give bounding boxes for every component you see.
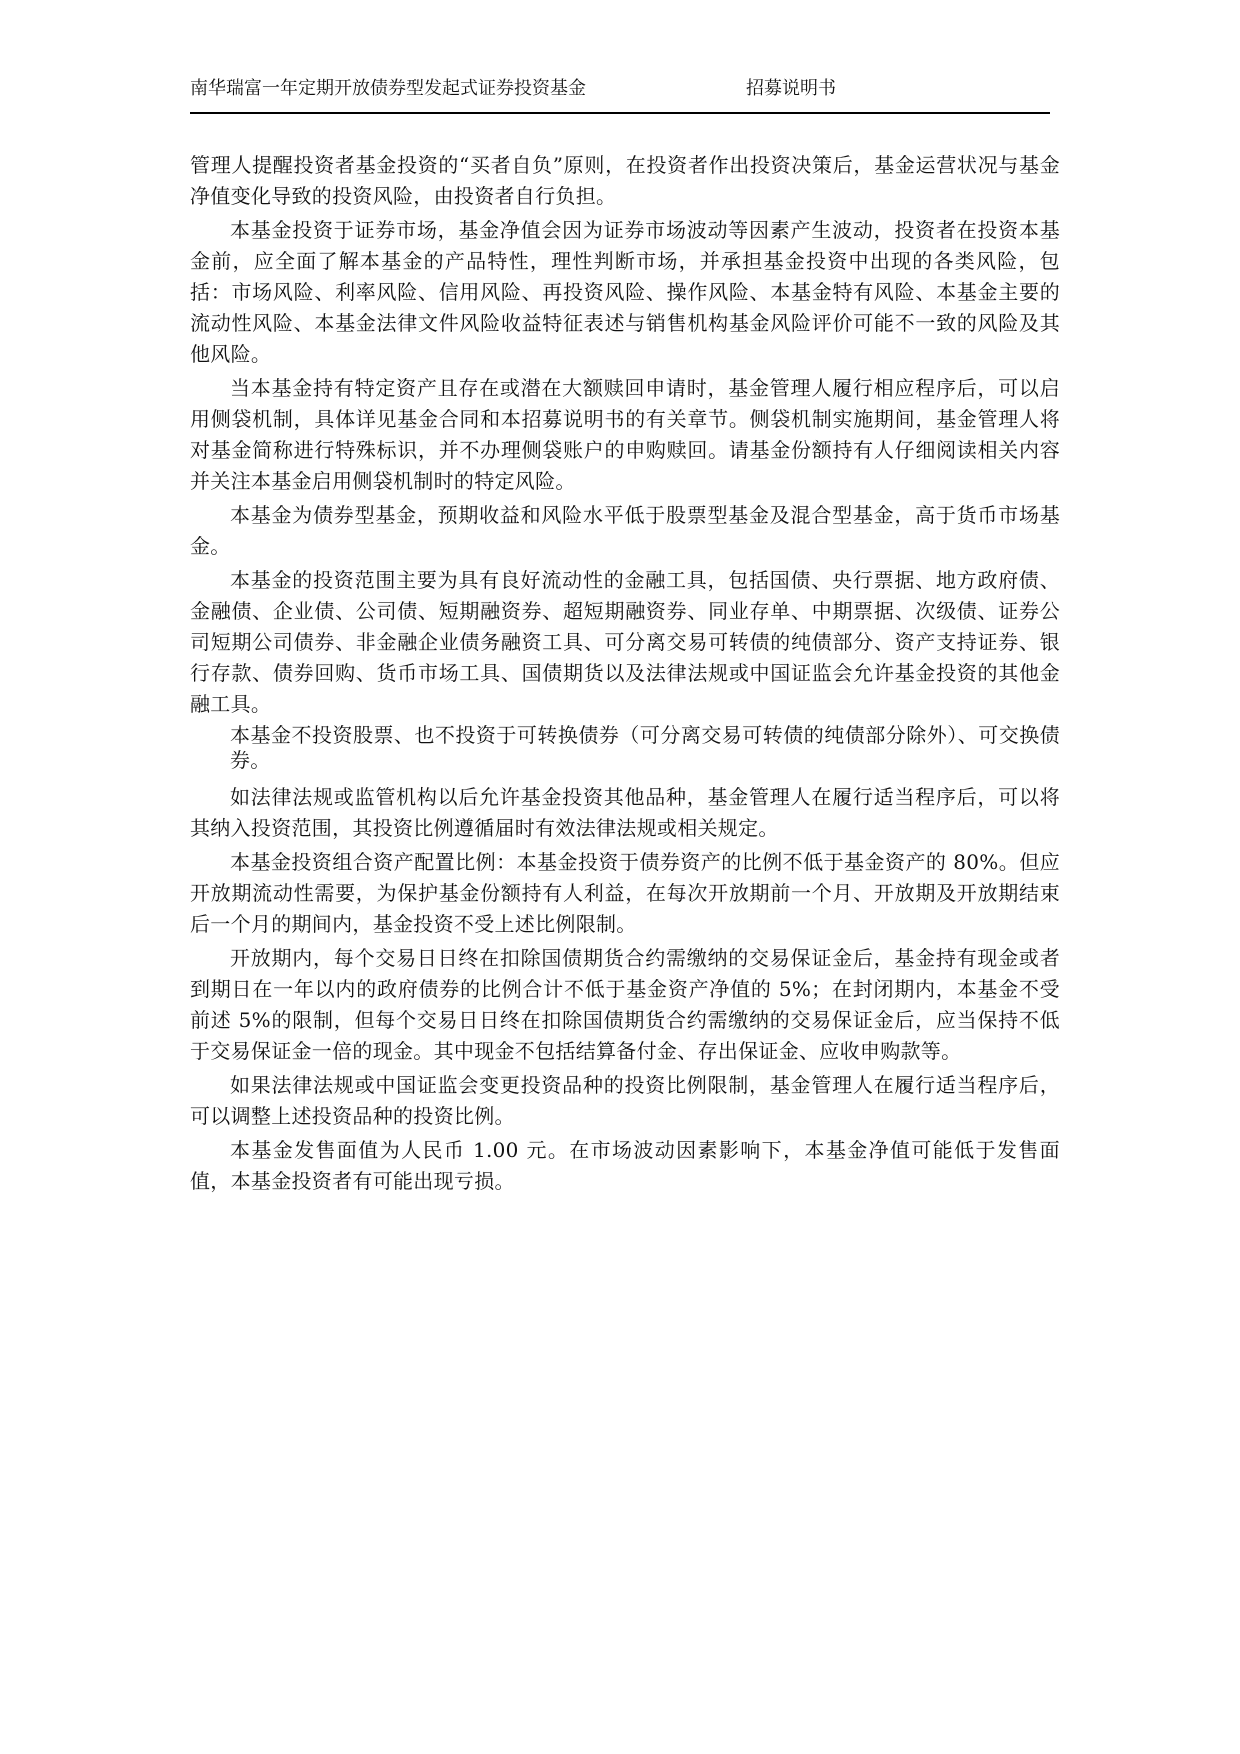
paragraph-par-value: 本基金发售面值为人民币 1.00 元。在市场波动因素影响下，本基金净值可能低于发售面值，本基金投资者有可能出现亏损。 <box>190 1138 1060 1193</box>
header-fund-name: 南华瑞富一年定期开放债券型发起式证券投资基金 <box>190 78 586 99</box>
paragraph-side-pocket: 当本基金持有特定资产且存在或潜在大额赎回申请时，基金管理人履行相应程序后，可以启用侧袋机制，具体详见基金合同和本招募说明书的有关章节。侧袋机制实施期间，基金管理人将对基金简称进行特殊标识，并不办理侧袋账户的申购赎回。请基金份额持有人仔细阅读相关内容并关注本基金启用侧袋机制时的特定风险。 <box>190 376 1060 493</box>
paragraph-asset-allocation: 本基金投资组合资产配置比例：本基金投资于债券资产的比例不低于基金资产的 80%。但应开放期流动性需要，为保护基金份额持有人利益，在每次开放期前一个月、开放期及开放期结束后一个月的期间内，基金投资不受上述比例限制。 <box>190 850 1060 936</box>
page-header <box>190 72 1050 114</box>
paragraph-ratio-adjustment: 如果法律法规或中国证监会变更投资品种的投资比例限制，基金管理人在履行适当程序后，可以调整上述投资品种的投资比例。 <box>190 1073 1060 1128</box>
paragraph-fund-type: 本基金为债券型基金，预期收益和风险水平低于股票型基金及混合型基金，高于货币市场基金。 <box>190 503 1060 558</box>
paragraph-future-products: 如法律法规或监管机构以后允许基金投资其他品种，基金管理人在履行适当程序后，可以将其纳入投资范围，其投资比例遵循届时有效法律法规或相关规定。 <box>190 785 1060 840</box>
document-body <box>190 150 1060 1200</box>
paragraph-risk-disclosure: 本基金投资于证券市场，基金净值会因为证券市场波动等因素产生波动，投资者在投资本基金前，应全面了解本基金的产品特性，理性判断市场，并承担基金投资中出现的各类风险，包括：市场风险、利率风险、信用风险、再投资风险、操作风险、本基金特有风险、本基金主要的流动性风险、本基金法律文件风险收益特征表述与销售机构基金风险评价可能不一致的风险及其他风险。 <box>190 218 1060 366</box>
paragraph-investment-scope: 本基金的投资范围主要为具有良好流动性的金融工具，包括国债、央行票据、地方政府债、金融债、企业债、公司债、短期融资券、超短期融资券、同业存单、中期票据、次级债、证券公司短期公司债券、非金融企业债务融资工具、可分离交易可转债的纯债部分、资产支持证券、银行存款、债券回购、货币市场工具、国债期货以及法律法规或中国证监会允许基金投资的其他金融工具。 <box>190 568 1060 716</box>
paragraph-investment-exclusions: 本基金不投资股票、也不投资于可转换债券（可分离交易可转债的纯债部分除外）、可交换债券。 <box>230 723 1060 772</box>
header-document-type: 招募说明书 <box>746 78 836 99</box>
paragraph-liquidity-requirements: 开放期内，每个交易日日终在扣除国债期货合约需缴纳的交易保证金后，基金持有现金或者到期日在一年以内的政府债券的比例合计不低于基金资产净值的 5%；在封闭期内，本基金不受前述 5%的限制，但每个交易日日终在扣除国债期货合约需缴纳的交易保证金后，应当保持不低于交易保证金一倍的现金。其中现金不包括结算备付金、存出保证金、应收申购款等。 <box>190 946 1060 1063</box>
paragraph-buyer-responsibility: 管理人提醒投资者基金投资的“买者自负”原则，在投资者作出投资决策后，基金运营状况与基金净值变化导致的投资风险，由投资者自行负担。 <box>190 153 1060 208</box>
